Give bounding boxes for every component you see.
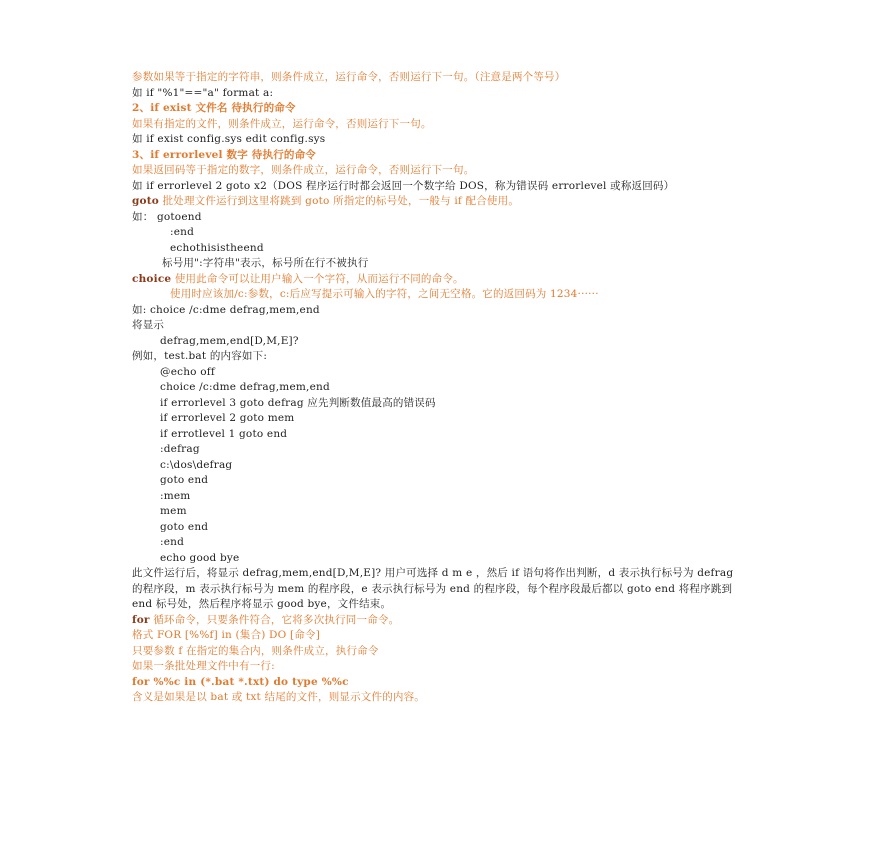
goto-section (132, 194, 744, 210)
code-line: :defrag (160, 443, 200, 455)
choice-example: 如: choice /c:dme defrag,mem,end (132, 303, 320, 316)
document-body (132, 70, 744, 706)
code-line: :mem (160, 489, 191, 502)
test-bat-intro: 例如，test.bat 的内容如下: (132, 350, 268, 362)
if-errorlevel-example: 如 if errorlevel 2 goto x2（DOS 程序运行时都会返回一个数字给 DOS，称为错误码 errorlevel 或称返回码） (132, 179, 675, 192)
for-description: 循环命令，只要条件符合，它将多次执行同一命令。 (149, 613, 400, 626)
label-note: 标号用":字符串"表示，标号所在行不被执行 (162, 257, 369, 269)
code-line: goto end (160, 520, 209, 533)
code-line: if errorlevel 2 goto mem (160, 412, 295, 424)
test-bat-code-block (132, 365, 744, 567)
code-line: choice /c:dme defrag,mem,end (160, 381, 330, 393)
code-line: goto end (160, 474, 209, 486)
goto-example-label: :end (170, 226, 195, 238)
choice-section (132, 272, 744, 288)
code-line: echo good bye (160, 551, 240, 564)
if-string-example: 如 if "%1"=="a" format a: (132, 86, 274, 99)
goto-example: 如： gotoend (132, 210, 202, 223)
for-format: 格式 FOR [%%f] in (集合) DO [命令] (132, 629, 320, 641)
choice-usage-note: 使用时应该加/c:参数，c:后应写提示可输入的字符，之间无空格。它的返回码为 1234······ (170, 288, 599, 300)
for-example-intro: 如果一条批处理文件中有一行: (132, 660, 275, 672)
choice-prompt-output: defrag,mem,end[D,M,E]? (160, 334, 299, 347)
code-line: c:\dos\defrag (160, 458, 233, 471)
test-bat-explanation: 此文件运行后，将显示 defrag,mem,end[D,M,E]? 用户可选择 d m e ，然后 if 语句将作出判断，d 表示执行标号为 defrag 的程序段，m 表示执行标号为 mem 的程序段，e 表示执行标号为 end 的程序段，每个程序段最后都以 goto end 将程序跳到 end 标号处，然后程序将显示 good bye，文件结束。 (132, 567, 734, 610)
goto-example-echo: echothisistheend (170, 241, 264, 254)
will-display-label: 将显示 (132, 319, 165, 331)
if-exist-description: 如果有指定的文件，则条件成立，运行命令，否则运行下一句。 (132, 117, 432, 130)
for-example-meaning: 含义是如果是以 bat 或 txt 结尾的文件，则显示文件的内容。 (132, 691, 426, 703)
code-line: mem (160, 505, 187, 517)
code-line: if errotlevel 1 goto end (160, 427, 288, 440)
for-example-code: for %%c in (*.bat *.txt) do type %%c (132, 675, 349, 688)
goto-description: 批处理文件运行到这里将跳到 goto 所指定的标号处，一般与 if 配合使用。 (159, 195, 520, 207)
code-line: :end (160, 536, 185, 548)
if-errorlevel-heading: 3、if errorlevel 数字 待执行的命令 (132, 148, 316, 161)
choice-description: 使用此命令可以让用户输入一个字符，从而运行不同的命令。 (171, 272, 464, 285)
goto-keyword: goto (132, 195, 159, 207)
code-line: if errorlevel 3 goto defrag 应先判断数值最高的错误码 (160, 396, 436, 409)
for-keyword: for (132, 613, 150, 626)
if-errorlevel-description: 如果返回码等于指定的数字，则条件成立，运行命令，否则运行下一句。 (132, 164, 475, 176)
if-exist-example: 如 if exist config.sys edit config.sys (132, 133, 326, 145)
for-condition: 只要参数 f 在指定的集合内，则条件成立，执行命令 (132, 644, 379, 657)
if-exist-heading: 2、if exist 文件名 待执行的命令 (132, 102, 296, 114)
code-line: @echo off (160, 365, 215, 378)
for-section (132, 613, 744, 629)
if-string-description: 参数如果等于指定的字符串，则条件成立，运行命令，否则运行下一句。（注意是两个等号） (132, 71, 566, 83)
choice-keyword: choice (132, 272, 172, 285)
